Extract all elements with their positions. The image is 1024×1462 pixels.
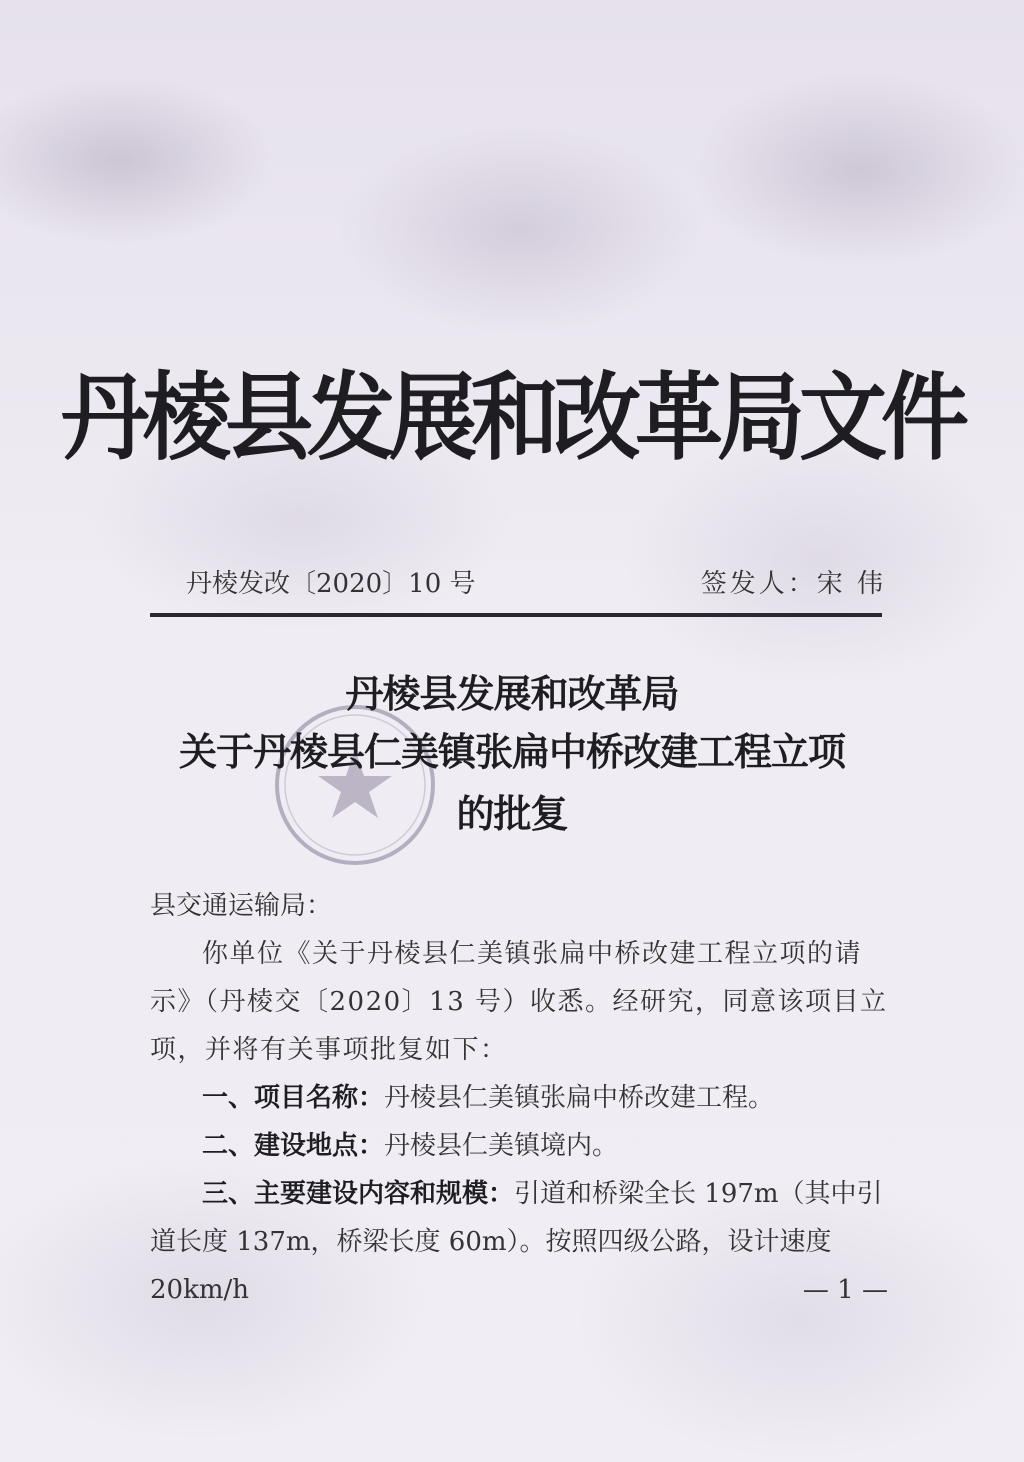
item-location bbox=[150, 1122, 890, 1170]
item-label: 二、建设地点： bbox=[202, 1131, 385, 1161]
signer: 签发人：宋 伟 bbox=[700, 569, 886, 599]
title-line-1: 丹棱县发展和改革局 bbox=[345, 671, 679, 716]
item-label: 一、项目名称： bbox=[202, 1083, 385, 1113]
header-divider bbox=[150, 613, 882, 617]
title-line-3: 的批复 bbox=[456, 791, 568, 836]
item-text: 引道和桥梁全长 197m（其中引道长度 137m，桥梁长度 60m）。按照四级公路，设计速度 20km/h bbox=[150, 1179, 883, 1305]
title-line-2: 关于丹棱县仁美镇张扁中桥改建工程立项 bbox=[178, 729, 845, 774]
item-label: 三、主要建设内容和规模： bbox=[202, 1179, 515, 1209]
page-number: — 1 — bbox=[802, 1275, 888, 1305]
item-text: 丹棱县仁美镇张扁中桥改建工程。 bbox=[384, 1083, 775, 1113]
salutation: 县交通运输局： bbox=[150, 891, 333, 921]
document-number: 丹棱发改〔2020〕10 号 bbox=[186, 569, 476, 599]
item-text: 丹棱县仁美镇境内。 bbox=[384, 1131, 619, 1161]
body-paragraph-1: 你单位《关于丹棱县仁美镇张扁中桥改建工程立项的请示》（丹棱交〔2020〕13 号）收悉。经研究，同意该项目立项，并将有关事项批复如下： bbox=[150, 939, 888, 1065]
item-scope bbox=[150, 1170, 890, 1314]
item-project-name bbox=[150, 1074, 890, 1122]
document-masthead: 丹棱县发展和改革局文件 bbox=[60, 360, 963, 474]
